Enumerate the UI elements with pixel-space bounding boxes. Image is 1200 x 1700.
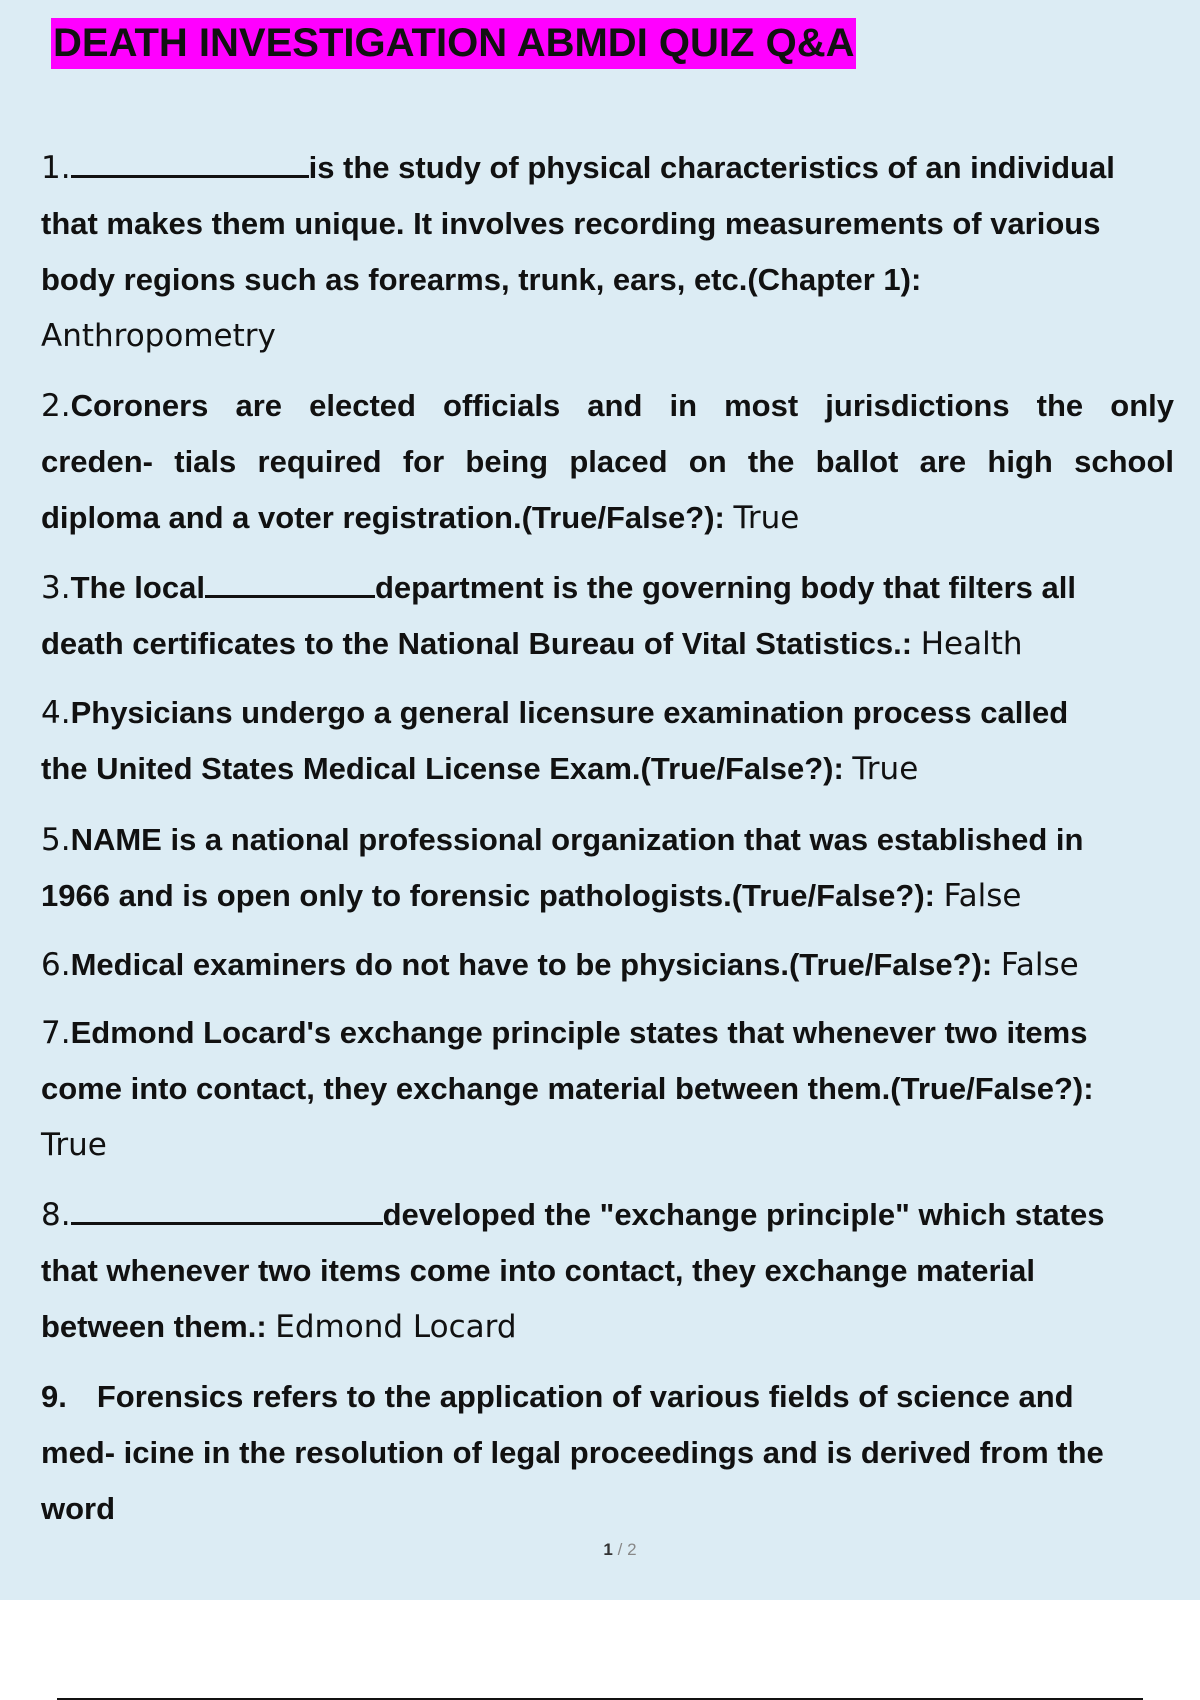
question-text: that whenever two items come into contact, they exchange material [41,1253,1035,1288]
question-text: that makes them unique. It involves recording measurements of various [41,206,1101,241]
question-text: body regions such as forearms, trunk, ears, etc.(Chapter 1): [41,262,922,297]
question-text: creden- tials required for being placed on the ballot are high school [41,444,1174,479]
question-4 [41,685,1174,797]
question-text: word [41,1491,116,1526]
question-text: 1966 and is open only to forensic pathologists.(True/False?): [41,878,935,913]
question-text: death certificates to the National Bureau of Vital Statistics.: [41,626,913,661]
question-text: diploma and a voter registration.(True/False?): [41,500,725,535]
question-text: department is the governing body that filters all [374,570,1076,605]
question-number: 4. [41,695,71,731]
document-title: DEATH INVESTIGATION ABMDI QUIZ Q&A [51,18,856,69]
current-page: 1 [603,1540,613,1559]
answer-text: Edmond Locard [275,1309,517,1345]
fill-blank [205,577,375,598]
question-8 [41,1187,1174,1355]
answer-text: False [943,878,1022,914]
question-text: the United States Medical License Exam.(True/False?): [41,751,844,786]
question-5 [41,812,1174,924]
answer-text: True [41,1127,107,1163]
question-number: 5. [41,822,71,858]
question-text: Forensics refers to the application of various fields of science and [96,1379,1074,1414]
question-number: 1. [41,150,71,186]
question-text: Coroners are elected officials and in most jurisdictions the only [70,388,1174,423]
question-2 [41,378,1174,546]
question-9 [41,1369,1174,1537]
page-indicator [0,1540,1200,1560]
question-text: med- icine in the resolution of legal proceedings and is derived from the [41,1435,1104,1470]
question-3 [41,560,1174,672]
question-number: 9. [41,1379,67,1414]
fill-blank [71,1204,383,1225]
question-text: Edmond Locard's exchange principle states that whenever two items [70,1015,1088,1050]
question-6 [41,937,1174,993]
question-text: NAME is a national professional organization that was established in [70,822,1084,857]
fill-blank [71,157,309,178]
question-number: 6. [41,947,71,983]
total-pages: 2 [627,1540,637,1559]
answer-text: True [852,751,919,787]
answer-text: False [1000,947,1079,983]
question-text: between them.: [41,1309,267,1344]
question-7 [41,1005,1174,1173]
question-number: 8. [41,1197,71,1233]
answer-text: True [733,500,800,536]
question-text: come into contact, they exchange material between them.(True/False?): [41,1071,1094,1106]
question-text: is the study of physical characteristics of an individual [308,150,1115,185]
question-text: Medical examiners do not have to be physicians.(True/False?): [70,947,993,982]
question-1 [41,140,1174,364]
answer-text: Anthropometry [41,318,276,354]
question-number: 7. [41,1015,71,1051]
question-number: 2. [41,388,71,424]
question-text: The local [70,570,205,605]
question-text: Physicians undergo a general licensure examination process called [70,695,1069,730]
question-text: developed the "exchange principle" which states [382,1197,1105,1232]
question-number: 3. [41,570,71,606]
page-separator: / [617,1540,623,1559]
answer-text: Health [920,626,1023,662]
